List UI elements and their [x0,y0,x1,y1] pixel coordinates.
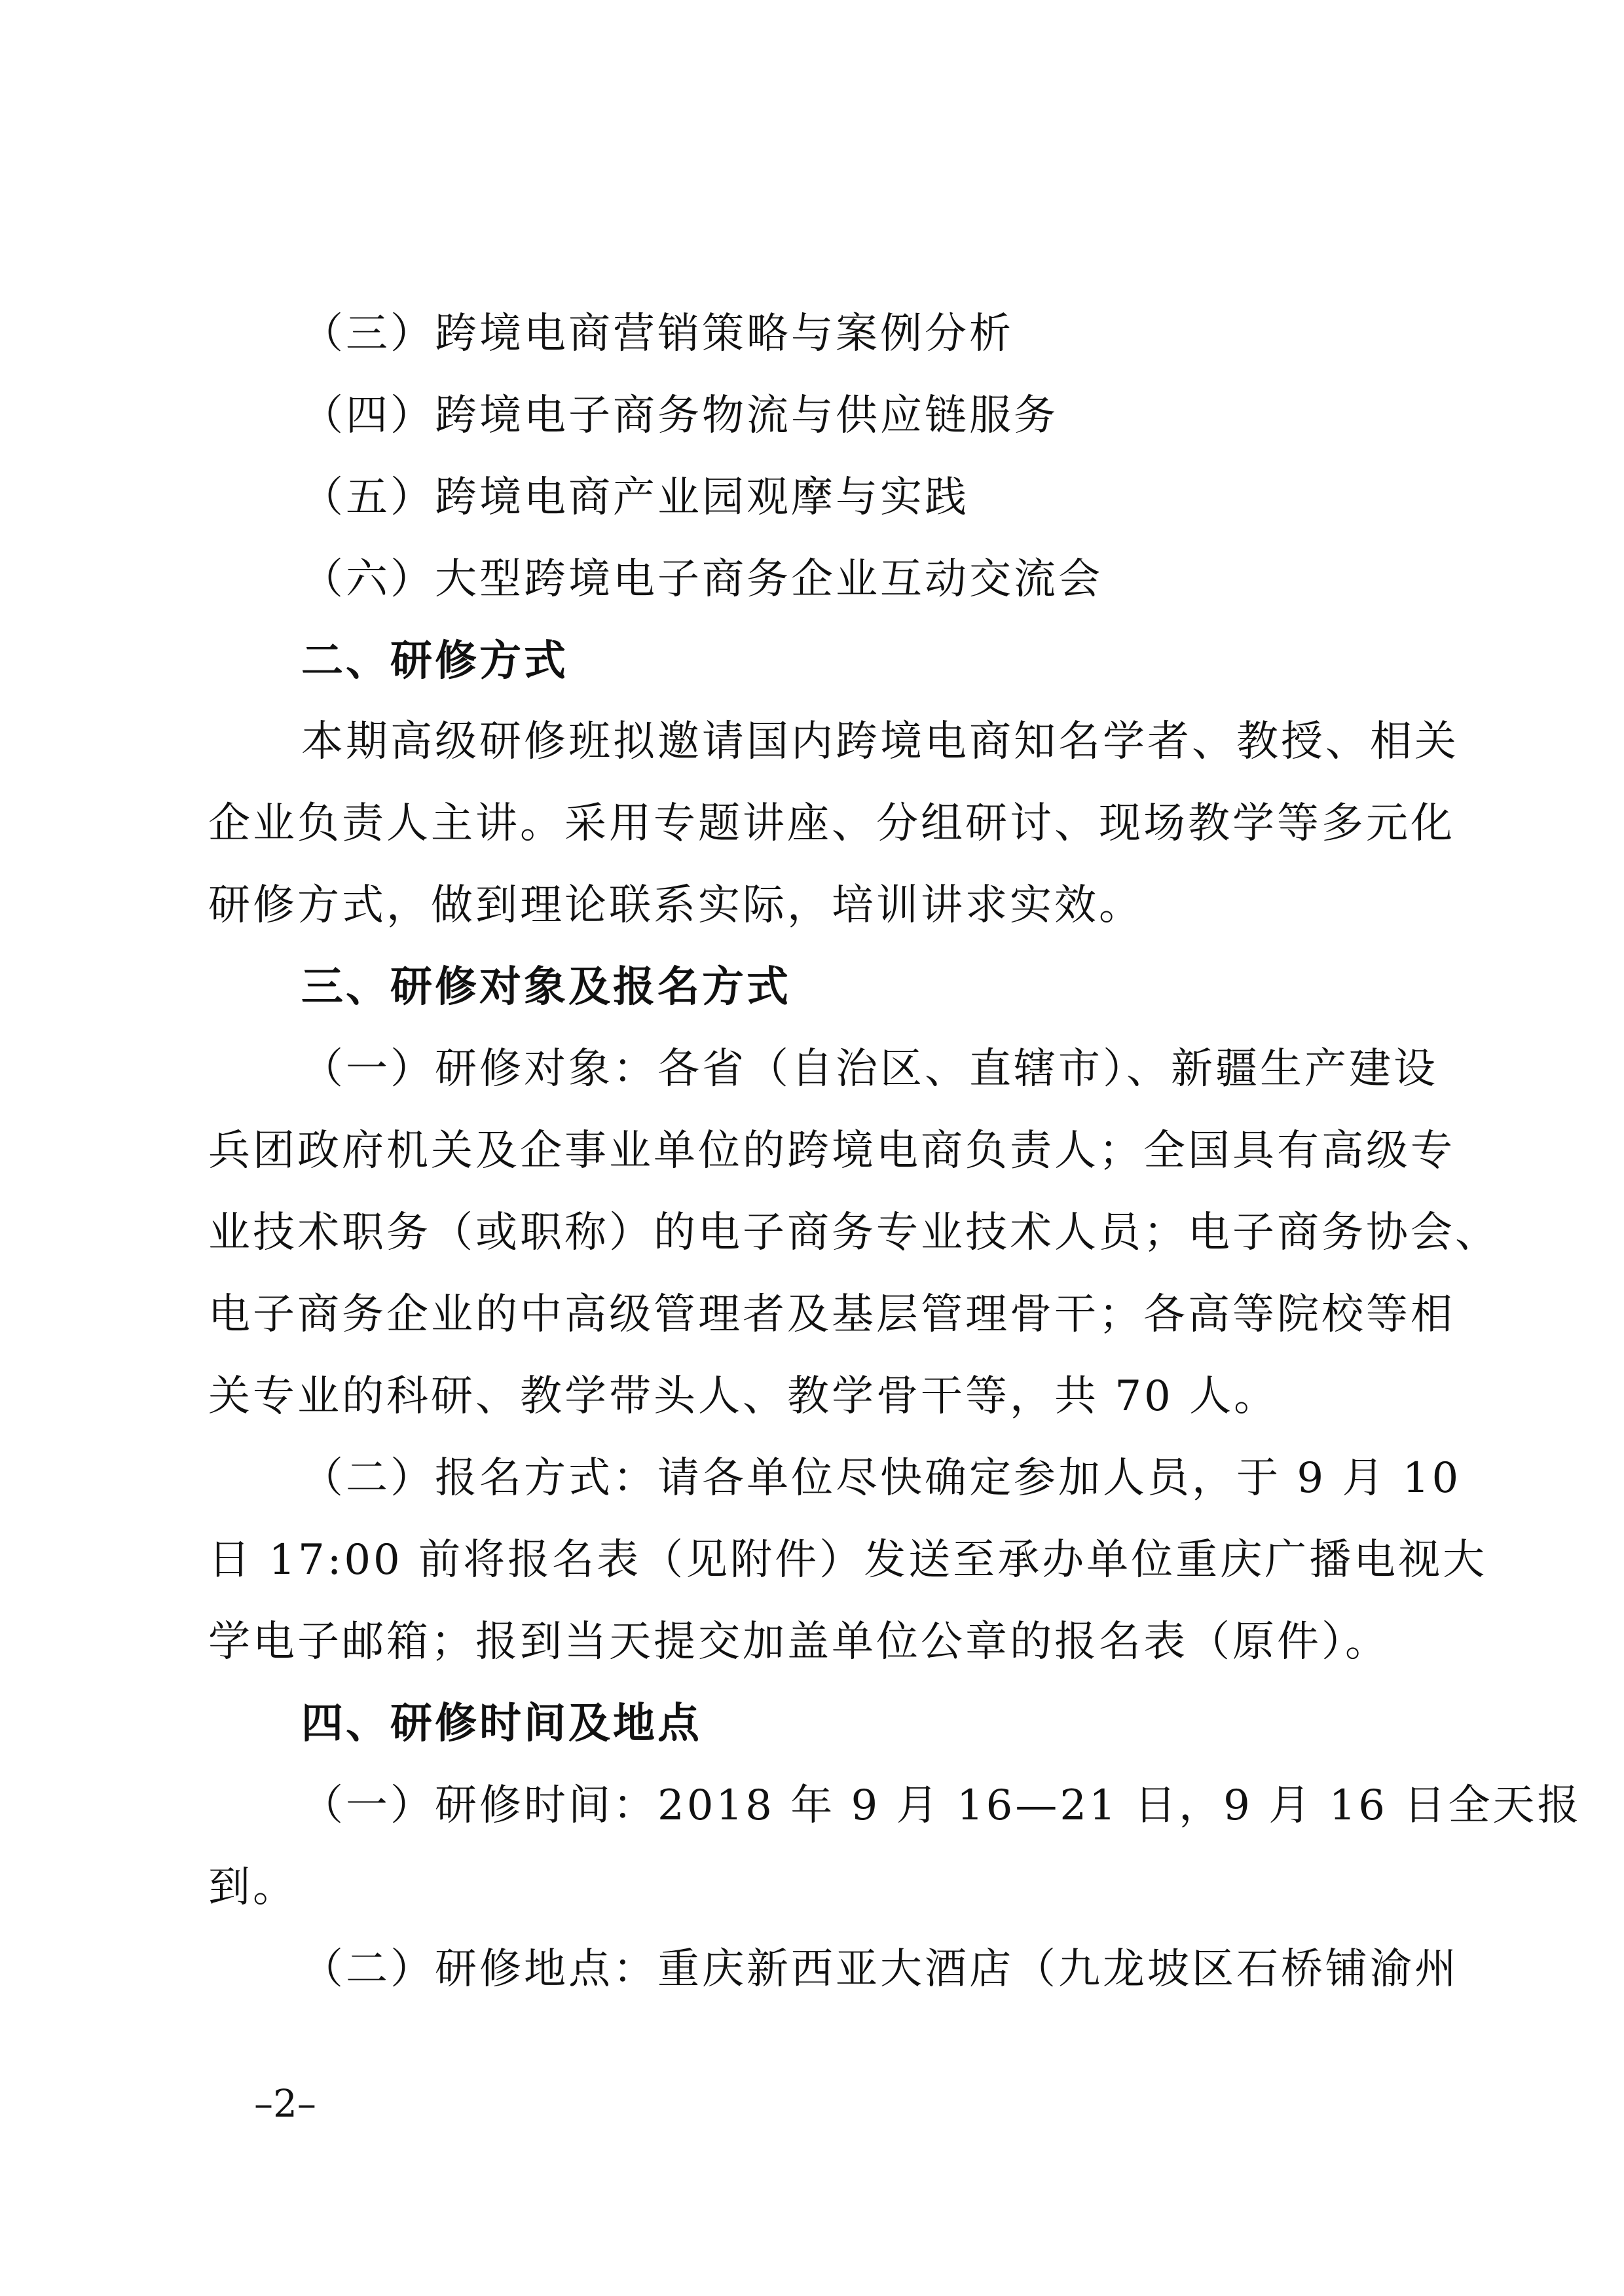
paragraph-line: 电子商务企业的中高级管理者及基层管理骨干；各高等院校等相 [208,1290,1455,1339]
list-item-6: （六）大型跨境电子商务企业互动交流会 [301,555,1103,604]
paragraph-line: 日 17:00 前将报名表（见附件）发送至承办单位重庆广播电视大 [208,1536,1488,1584]
paragraph-line: 关专业的科研、教学带头人、教学骨干等，共 70 人。 [208,1372,1279,1421]
paragraph-line: （二）研修地点：重庆新西亚大酒店（九龙坡区石桥铺渝州 [301,1945,1459,1994]
paragraph-line: 学电子邮箱；报到当天提交加盖单位公章的报名表（原件）。 [208,1618,1390,1666]
paragraph-line: 业技术职务（或职称）的电子商务专业技术人员；电子商务协会、 [208,1209,1500,1257]
list-item-3: （三）跨境电商营销策略与案例分析 [301,310,1014,358]
page-number: –2– [254,2081,316,2126]
paragraph-line: 本期高级研修班拟邀请国内跨境电商知名学者、教授、相关 [301,718,1459,766]
paragraph-line: （一）研修对象：各省（自治区、直辖市）、新疆生产建设 [301,1045,1438,1093]
list-item-4: （四）跨境电子商务物流与供应链服务 [301,392,1058,440]
paragraph-line: （二）报名方式：请各单位尽快确定参加人员，于 9 月 10 [301,1454,1462,1503]
paragraph-line: 兵团政府机关及企事业单位的跨境电商负责人；全国具有高级专 [208,1127,1455,1175]
paragraph-line: 企业负责人主讲。采用专题讲座、分组研讨、现场教学等多元化 [208,799,1455,848]
paragraph-line: （一）研修时间：2018 年 9 月 16—21 日，9 月 16 日全天报 [301,1781,1582,1830]
section-heading-4: 四、研修时间及地点 [301,1700,702,1748]
paragraph-line: 研修方式，做到理论联系实际，培训讲求实效。 [208,881,1143,930]
section-heading-2: 二、研修方式 [301,637,568,685]
paragraph-line: 到。 [208,1863,297,1912]
section-heading-3: 三、研修对象及报名方式 [301,963,791,1011]
list-item-5: （五）跨境电商产业园观摩与实践 [301,473,969,522]
